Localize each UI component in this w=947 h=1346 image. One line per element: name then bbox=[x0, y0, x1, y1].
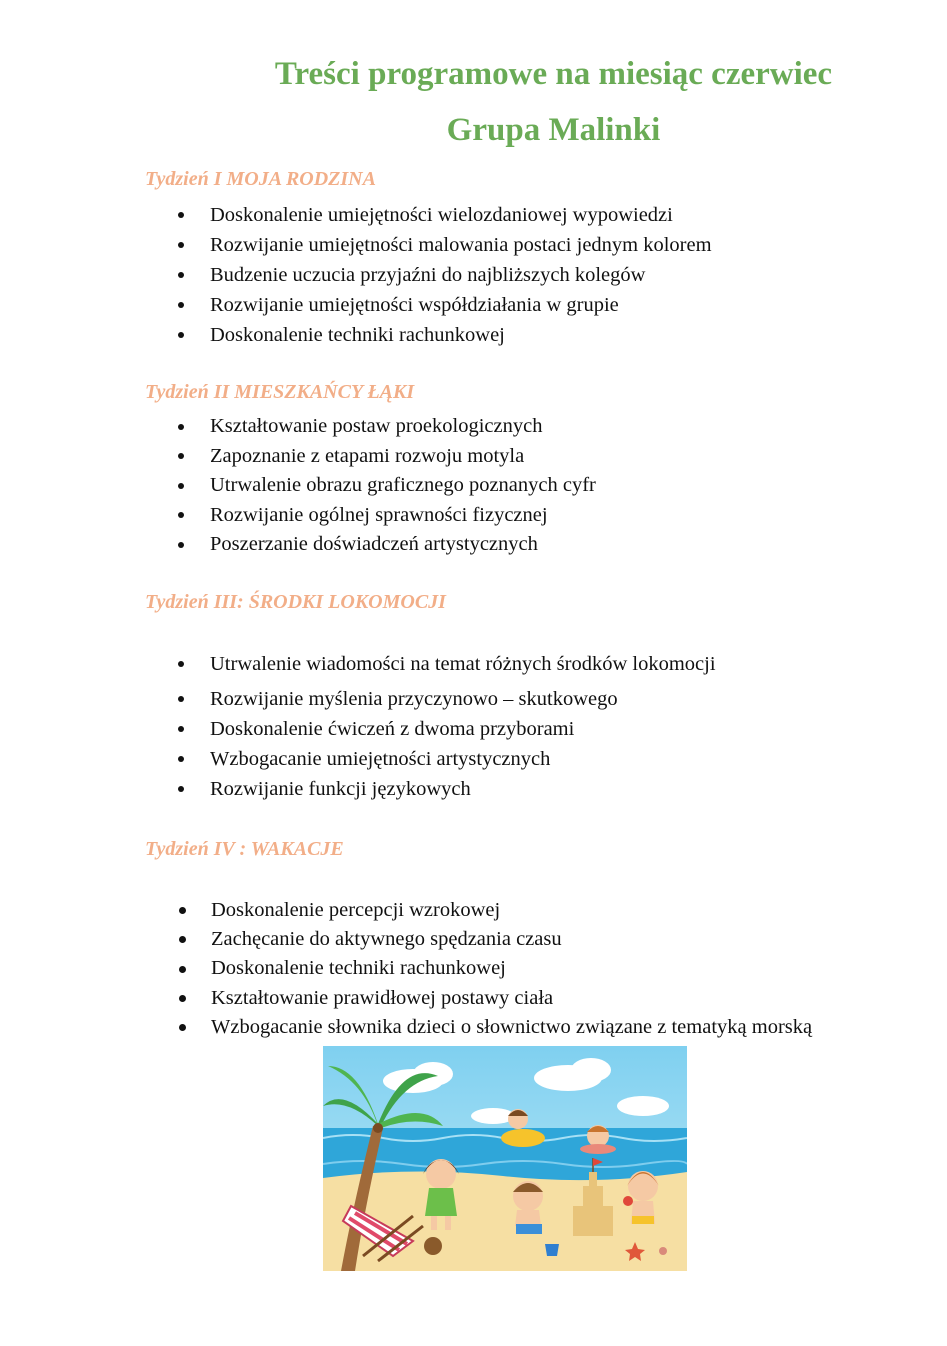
list-item: Rozwijanie funkcji językowych bbox=[178, 774, 716, 804]
beach-illustration bbox=[323, 1046, 687, 1271]
week-4-list bbox=[179, 896, 812, 1042]
list-item: Utrwalenie obrazu graficznego poznanych cyfr bbox=[178, 471, 596, 501]
week-1-list bbox=[178, 200, 712, 350]
week-3-heading: Tydzień III: ŚRODKI LOKOMOCJI bbox=[145, 591, 446, 613]
list-item: Rozwijanie umiejętności współdziałania w grupie bbox=[178, 290, 712, 320]
week-4-heading: Tydzień IV : WAKACJE bbox=[145, 838, 344, 860]
list-item: Kształtowanie prawidłowej postawy ciała bbox=[179, 984, 812, 1013]
week-1-heading: Tydzień I MOJA RODZINA bbox=[145, 168, 376, 190]
list-item: Doskonalenie techniki rachunkowej bbox=[178, 320, 712, 350]
list-item: Doskonalenie ćwiczeń z dwoma przyborami bbox=[178, 714, 716, 744]
page-title: Treści programowe na miesiąc czerwiec bbox=[274, 56, 833, 92]
group-name: Grupa Malinki bbox=[446, 112, 661, 148]
week-3-list bbox=[178, 649, 716, 804]
list-item: Poszerzanie doświadczeń artystycznych bbox=[178, 530, 596, 560]
list-item: Doskonalenie umiejętności wielozdaniowej wypowiedzi bbox=[178, 200, 712, 230]
list-item: Rozwijanie myślenia przyczynowo – skutkowego bbox=[178, 684, 716, 714]
list-item: Rozwijanie ogólnej sprawności fizycznej bbox=[178, 501, 596, 531]
list-item: Wzbogacanie umiejętności artystycznych bbox=[178, 744, 716, 774]
list-item: Doskonalenie percepcji wzrokowej bbox=[179, 896, 812, 925]
week-2-list bbox=[178, 412, 596, 560]
list-item: Kształtowanie postaw proekologicznych bbox=[178, 412, 596, 442]
bucket bbox=[545, 1244, 559, 1256]
list-item: Zapoznanie z etapami rozwoju motyla bbox=[178, 442, 596, 472]
list-item: Doskonalenie techniki rachunkowej bbox=[179, 954, 812, 983]
list-item: Utrwalenie wiadomości na temat różnych środków lokomocji bbox=[178, 649, 716, 679]
list-item: Zachęcanie do aktywnego spędzania czasu bbox=[179, 925, 812, 954]
week-2-heading: Tydzień II MIESZKAŃCY ŁĄKI bbox=[145, 381, 415, 403]
list-item: Budzenie uczucia przyjaźni do najbliższych kolegów bbox=[178, 260, 712, 290]
list-item: Wzbogacanie słownika dzieci o słownictwo związane z tematyką morską bbox=[179, 1013, 812, 1042]
list-item: Rozwijanie umiejętności malowania postaci jednym kolorem bbox=[178, 230, 712, 260]
